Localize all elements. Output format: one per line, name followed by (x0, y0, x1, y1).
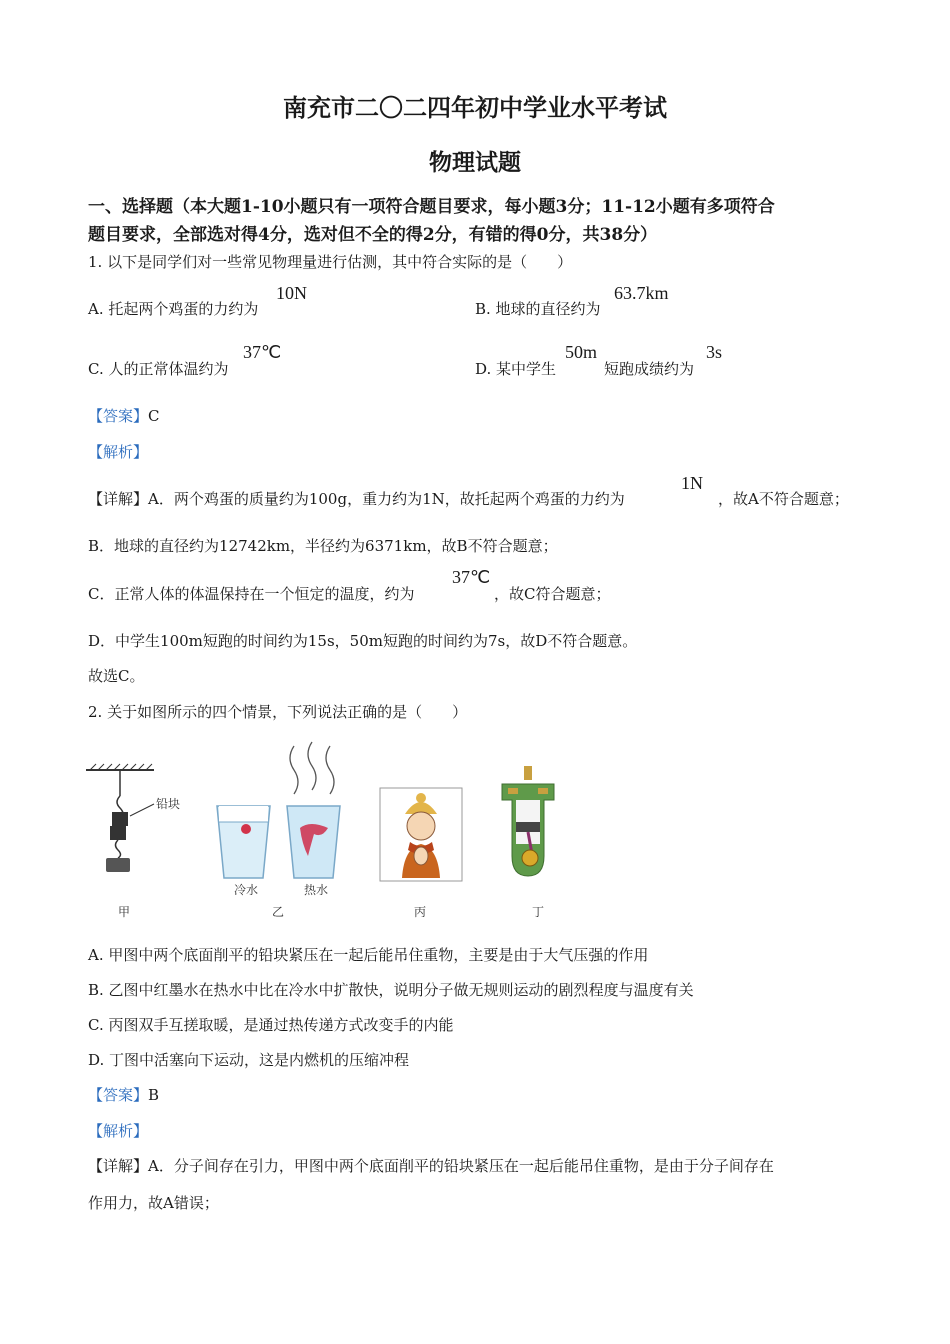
q1-detail-line1 (88, 488, 625, 509)
caption-jia: 甲 (118, 905, 131, 919)
q1-option-a-math: 10N (276, 283, 307, 303)
q1-option-c (88, 358, 228, 379)
q1-option-d-math1: 50m (565, 342, 598, 362)
q2-analysis-tag: 【解析】 (88, 1122, 149, 1140)
q2-detail-tag: 【详解】 (88, 1157, 149, 1175)
q2-option-d: D. 丁图中活塞向下运动，这是内燃机的压缩冲程 (88, 1051, 410, 1069)
q1-option-b-text: B. 地球的直径约为 (475, 300, 601, 318)
q1-analysis-tag: 【解析】 (88, 443, 149, 461)
figure-lead-blocks (86, 764, 180, 919)
q1-detail-a-post: ，故A不符合题意； (718, 490, 849, 508)
exam-subtitle: 物理试题 (429, 149, 521, 176)
caption-yi: 乙 (272, 905, 285, 919)
q1-answer (88, 405, 160, 426)
caption-bing: 丙 (414, 905, 427, 919)
q2-detail-line1 (88, 1155, 774, 1176)
q1-detail-tag: 【详解】 (88, 490, 149, 508)
q1-option-d-mid: 短跑成绩约为 (604, 360, 695, 378)
q2-option-a: A. 甲图中两个底面削平的铅块紧压在一起后能吊住重物，主要是由于大气压强的作用 (88, 946, 649, 964)
q2-option-b: B. 乙图中红墨水在热水中比在冷水中扩散快，说明分子做无规则运动的剧烈程度与温度有关 (88, 981, 694, 999)
exam-title: 南充市二〇二四年初中学业水平考试 (283, 93, 667, 122)
q2-answer-value: B (148, 1086, 160, 1104)
hot-label: 热水 (304, 883, 329, 897)
q1-detail-a-math: 1N (681, 473, 703, 493)
q2-answer (88, 1084, 159, 1105)
q1-option-c-text: C. 人的正常体温约为 (88, 360, 229, 378)
q1-option-a (88, 298, 258, 319)
section-heading-line1: 一、选择题（本大题1-10小题只有一项符合题目要求，每小题3分；11-12小题有多项符合 (88, 197, 775, 217)
q2-detail-a: A．分子间存在引力，甲图中两个底面削平的铅块紧压在一起后能吊住重物，是由于分子间存在 (148, 1157, 774, 1175)
q1-detail-a: A．两个鸡蛋的质量约为100g，重力约为1N，故托起两个鸡蛋的力约为 (148, 490, 625, 508)
q1-option-b-math: 63.7km (614, 283, 669, 303)
figure-rubbing-hands (380, 788, 462, 919)
q1-stem: 1. 以下是同学们对一些常见物理量进行估测，其中符合实际的是（ ） (88, 253, 573, 271)
q2-answer-tag: 【答案】 (88, 1086, 149, 1104)
caption-ding: 丁 (532, 905, 545, 919)
q1-option-c-math: 37℃ (243, 342, 282, 362)
q1-detail-b: B．地球的直径约为12742km，半径约为6371km，故B不符合题意； (88, 537, 558, 555)
q1-answer-value: C (148, 407, 160, 425)
section-heading-line2: 题目要求，全部选对得4分，选对但不全的得2分，有错的得0分，共38分） (88, 225, 658, 245)
figure-water-cups (217, 742, 340, 919)
q1-conclusion: 故选C。 (88, 667, 145, 685)
q2-figure (80, 738, 600, 928)
q1-option-d-math2: 3s (706, 342, 723, 362)
q1-detail-c-post: ，故C符合题意； (494, 585, 611, 603)
q1-option-b (475, 298, 601, 319)
q2-stem: 2. 关于如图所示的四个情景，下列说法正确的是（ ） (88, 703, 468, 721)
q2-option-c: C. 丙图双手互搓取暖，是通过热传递方式改变手的内能 (88, 1016, 454, 1034)
q2-detail-line2: 作用力，故A错误； (88, 1194, 219, 1212)
q1-option-d (475, 358, 556, 379)
q1-detail-c-math: 37℃ (452, 567, 491, 587)
figure-engine-cylinder (502, 766, 554, 919)
q1-detail-c: C．正常人体的体温保持在一个恒定的温度，约为 (88, 585, 415, 603)
cold-label: 冷水 (234, 883, 259, 897)
q1-option-d-pre: D. 某中学生 (475, 360, 557, 378)
q1-answer-tag: 【答案】 (88, 407, 149, 425)
q1-detail-d: D．中学生100m短跑的时间约为15s，50m短跑的时间约为7s，故D不符合题意。 (88, 632, 638, 650)
q1-option-a-text: A. 托起两个鸡蛋的力约为 (88, 300, 259, 318)
lead-label: 铅块 (156, 797, 181, 811)
